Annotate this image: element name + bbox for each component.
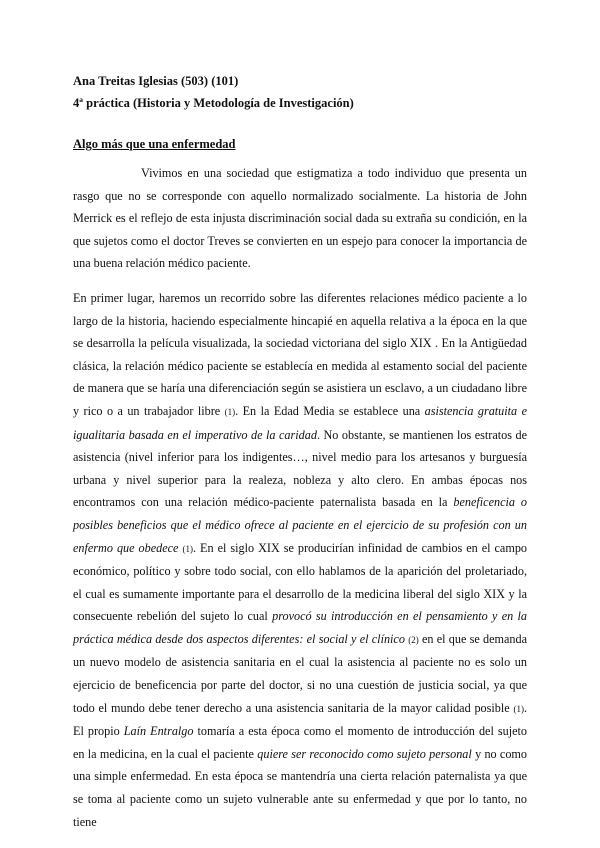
paragraph-intro: Vivimos en una sociedad que estigmatiza a todo individuo que presenta un rasgo que no se corresponde con aquello normalizado socialmente. La historia de John Merrick es el reflejo de esta injusta discriminación social dada su extraña su condición, en la que sujetos como el doctor Treves se convierten en un espejo para conocer la importancia de una buena relación médico paciente. [73,166,527,271]
subject-line: 4ª práctica (Historia y Metodología de Investigación) [73,96,354,110]
italic-quote: asistencia gratuita e igualitaria basada en el imperativo de la caridad [73,403,527,442]
text-run: . El propio [73,700,527,739]
paragraph-history [73,287,527,833]
essay-title: Algo más que una enfermedad [73,137,236,151]
citation-ref: (2) [408,634,419,645]
citation-ref: (1) [513,703,524,714]
text-run: En primer lugar, haremos un recorrido sobre las diferentes relaciones médico paciente a lo largo de la historia, haciendo especialmente hincapié en aquella relativa a la época en la que se desarrolla la película visualizada, la sociedad victoriana del siglo XIX . En la Antigüedad clásica, la relación médico paciente se establecía en medida al estamento social del paciente de manera que se haría una diferenciación según se asistiera un esclavo, a un ciudadano libre y rico o a un trabajador libre [73,290,527,418]
text-run: y no como una simple enfermedad. En esta época se mantendría una cierta relación paternalista ya que se toma al paciente como un sujeto vulnerable ante su enfermedad y que por lo tanto, no tiene [73,746,527,829]
italic-quote: quiere ser reconocido como sujeto personal [257,746,472,761]
italic-name: Laín Entralgo [123,724,194,739]
citation-ref: (1) [182,543,193,554]
italic-quote: beneficencia o posibles beneficios que el médico ofrece al paciente en el ejercicio de su profesión con un enfermo que obedece [73,495,527,555]
text-run: . No obstante, se mantienen los estratos de asistencia (nivel inferior para los indigentes…, nivel medio para los artesanos y burguesía urbana y nivel superior para la realeza, nobleza y alto clero. En ambas épocas nos encontramos con una relación médico-paciente paternalista basada en la [73,427,527,510]
text-run: en el que se demanda un nuevo modelo de asistencia sanitaria en el cual la asistencia al paciente no es solo un ejercicio de beneficencia por parte del doctor, si no una cuestión de justicia social, ya que todo el mundo debe tener derecho a una asistencia sanitaria de la mayor calidad posible [73,631,528,715]
document-page [73,70,527,833]
citation-ref: (1) [224,406,236,417]
text-run: . En la Edad Media se establece una [235,403,425,418]
italic-quote: provocó su introducción en el pensamiento y en la práctica médica desde dos aspectos diferentes: el social y el clínico [73,609,528,646]
author-line: Ana Treitas Iglesias (503) (101) [73,74,239,88]
text-run: tomaría a esta época como el momento de introducción del sujeto en la medicina, en la cual el paciente [73,724,527,761]
text-run: . En el siglo XIX se producirían infinidad de cambios en el campo económico, político y sobre todo social, con ello hablamos de la aparición del proletariado, el cual es sumamente importante para el desarrollo de la medicina liberal del siglo XIX y la consecuente rebelión del sujeto lo cual [73,540,528,624]
